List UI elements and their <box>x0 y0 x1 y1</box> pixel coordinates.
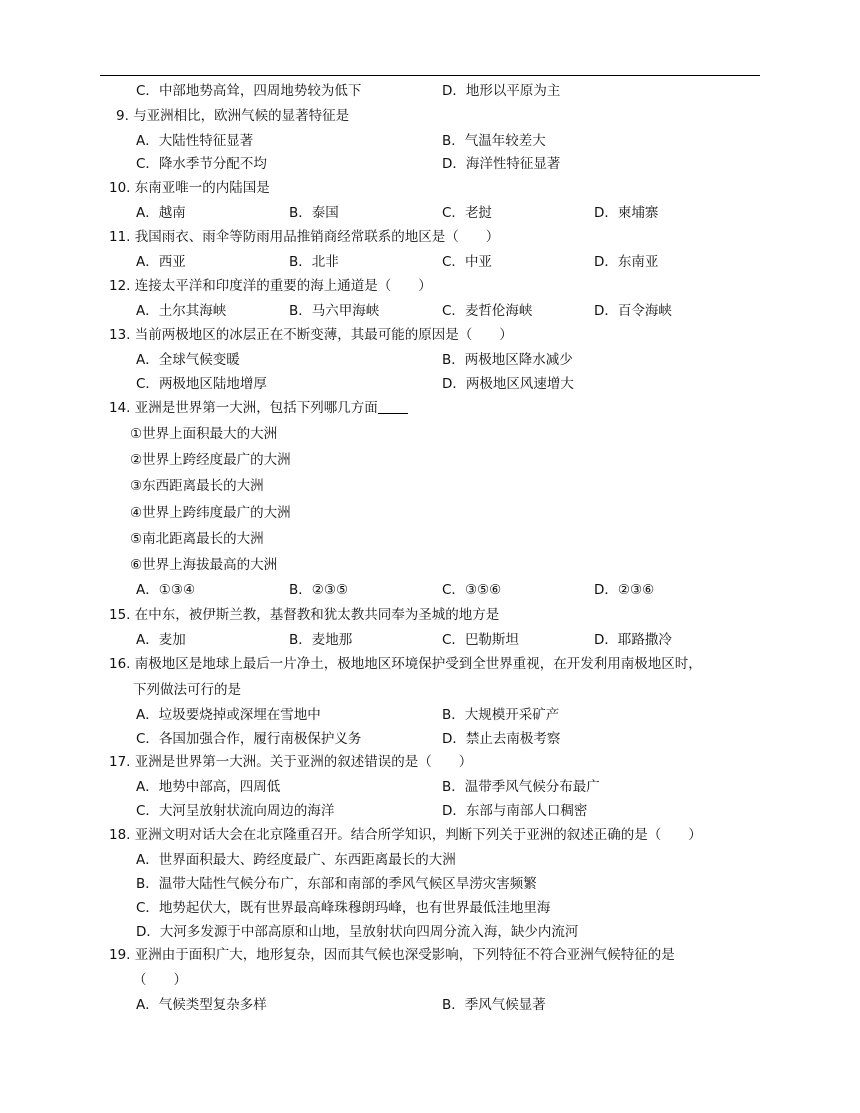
option-a[interactable]: A．土尔其海峡 <box>136 303 227 319</box>
statement-item: ①世界上面积最大的大洲 <box>130 426 278 442</box>
question-stem-continued: 下列做法可行的是 <box>133 682 241 698</box>
option-a[interactable]: A．地势中部高，四周低 <box>136 779 281 795</box>
question-stem: 10. 东南亚唯一的内陆国是 <box>109 180 270 196</box>
option-b[interactable]: B．马六甲海峡 <box>289 303 380 319</box>
option-a[interactable]: A．越南 <box>136 205 186 221</box>
option-a[interactable]: A．全球气候变暖 <box>136 352 240 368</box>
option-c[interactable]: C．巴勒斯坦 <box>442 632 519 648</box>
option-a[interactable]: A．麦加 <box>136 632 186 648</box>
option-b[interactable]: B．两极地区降水减少 <box>442 352 573 368</box>
question-stem: 15. 在中东，被伊斯兰教，基督教和犹太教共同奉为圣城的地方是 <box>109 607 500 623</box>
option-b[interactable]: B．季风气候显著 <box>442 997 546 1013</box>
option-a[interactable]: A．垃圾要烧掉或深埋在雪地中 <box>136 707 321 723</box>
option-b[interactable]: B．大规模开采矿产 <box>442 707 560 723</box>
option-b[interactable]: B．气温年较差大 <box>442 133 546 149</box>
question-stem: 11. 我国雨衣、雨伞等防雨用品推销商经常联系的地区是（ ） <box>109 229 500 245</box>
question-stem: 17. 亚洲是世界第一大洲。关于亚洲的叙述错误的是（ ） <box>109 754 473 770</box>
option-d[interactable]: D．柬埔寨 <box>594 205 659 221</box>
option-d[interactable]: D．东南亚 <box>594 254 659 270</box>
option-d[interactable]: D．两极地区风速增大 <box>442 376 574 392</box>
option-d[interactable]: D．百令海峡 <box>594 303 672 319</box>
statement-item: ③东西距离最长的大洲 <box>130 478 264 494</box>
option-c[interactable]: C．两极地区陆地增厚 <box>136 376 267 392</box>
option-b[interactable]: B．温带大陆性气候分布广，东部和南部的季风气候区旱涝灾害频繁 <box>136 876 537 892</box>
option-d[interactable]: D．大河多发源于中部高原和山地，呈放射状向四周分流入海，缺少内流河 <box>136 924 579 940</box>
question-stem: 19. 亚洲由于面积广大，地形复杂，因而其气候也深受影响，下列特征不符合亚洲气候特征的是 <box>109 947 675 963</box>
option-c[interactable]: C．老挝 <box>442 205 492 221</box>
question-stem: 12. 连接太平洋和印度洋的重要的海上通道是（ ） <box>109 278 432 294</box>
option-a[interactable]: A．气候类型复杂多样 <box>136 997 267 1013</box>
option-c[interactable]: C．降水季节分配不均 <box>136 156 267 172</box>
option-b[interactable]: B．麦地那 <box>289 632 353 648</box>
option-d[interactable]: D．禁止去南极考察 <box>442 731 561 747</box>
option-d[interactable]: D．海洋性特征显著 <box>442 156 561 172</box>
question-stem: 14. 亚洲是世界第一大洲，包括下列哪几方面 <box>109 399 408 417</box>
option-b[interactable]: B．温带季风气候分布最广 <box>442 779 600 795</box>
option-d[interactable]: D．耶路撒冷 <box>594 632 672 648</box>
option-d[interactable]: D．②③⑥ <box>594 582 655 598</box>
option-b[interactable]: B．泰国 <box>289 205 339 221</box>
option-b[interactable]: B．北非 <box>289 254 339 270</box>
question-stem: 18. 亚洲文明对话大会在北京隆重召开。结合所学知识，判断下列关于亚洲的叙述正确的是（ ） <box>109 827 702 843</box>
option-c[interactable]: C．中亚 <box>442 254 492 270</box>
option-c[interactable]: C．③⑤⑥ <box>442 582 502 598</box>
statement-item: ④世界上跨纬度最广的大洲 <box>130 505 291 521</box>
option-c[interactable]: C．大河呈放射状流向周边的海洋 <box>136 803 335 819</box>
option-d[interactable]: D．地形以平原为主 <box>442 83 561 99</box>
option-c[interactable]: C．地势起伏大，既有世界最高峰珠穆朗玛峰，也有世界最低洼地里海 <box>136 900 551 916</box>
statement-item: ⑥世界上海拔最高的大洲 <box>130 557 278 573</box>
statement-item: ②世界上跨经度最广的大洲 <box>130 452 291 468</box>
answer-blank[interactable] <box>378 399 408 414</box>
option-c[interactable]: C．麦哲伦海峡 <box>442 303 533 319</box>
question-stem: 16. 南极地区是地球上最后一片净土，极地地区环境保护受到全世界重视，在开发利用南极地区时， <box>109 656 702 672</box>
question-stem: 13. 当前两极地区的冰层正在不断变薄，其最可能的原因是（ ） <box>109 327 513 343</box>
statement-item: ⑤南北距离最长的大洲 <box>130 531 264 547</box>
option-d[interactable]: D．东部与南部人口稠密 <box>442 803 588 819</box>
question-stem-continued: （ ） <box>133 972 187 988</box>
option-a[interactable]: A．世界面积最大、跨经度最广、东西距离最长的大洲 <box>136 852 456 868</box>
option-a[interactable]: A．①③④ <box>136 582 196 598</box>
question-stem: 9. 与亚洲相比，欧洲气候的显著特征是 <box>116 108 350 124</box>
option-a[interactable]: A．西亚 <box>136 254 186 270</box>
option-a[interactable]: A．大陆性特征显著 <box>136 133 254 149</box>
option-c[interactable]: C．各国加强合作，履行南极保护义务 <box>136 731 362 747</box>
option-b[interactable]: B．②③⑤ <box>289 582 349 598</box>
option-c[interactable]: C．中部地势高耸，四周地势较为低下 <box>136 83 362 99</box>
header-rule <box>100 75 760 76</box>
